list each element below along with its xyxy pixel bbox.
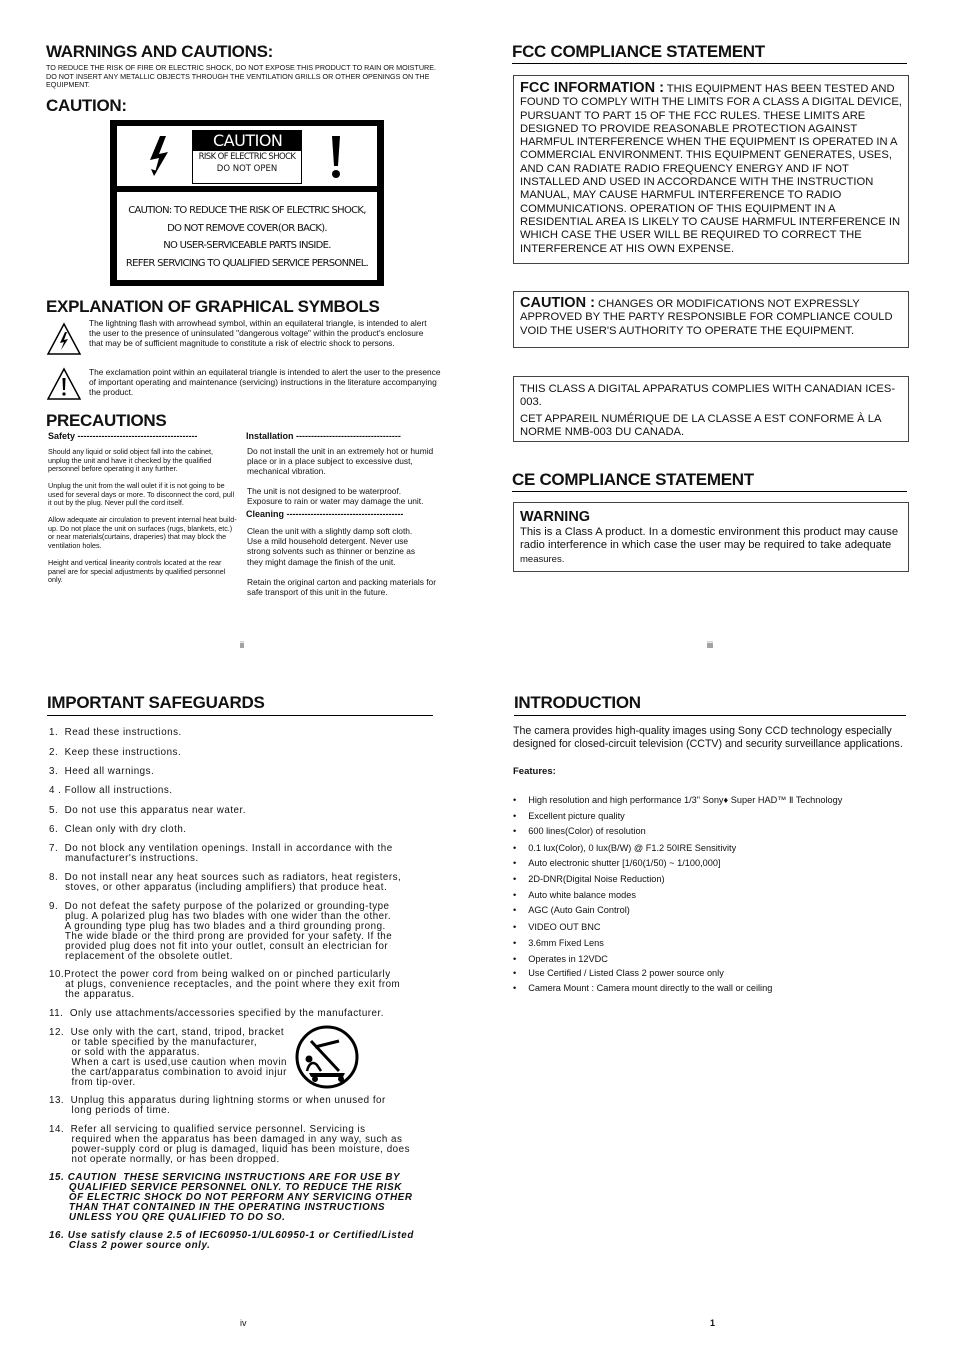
bullet: • bbox=[513, 905, 517, 915]
warning-text-end: measures. bbox=[520, 553, 565, 565]
bullet: • bbox=[513, 922, 517, 932]
risk-line1: RISK OF ELECTRIC SHOCK bbox=[198, 152, 296, 162]
label-line1: CAUTION: TO REDUCE THE RISK OF ELECTRIC SHOCK, bbox=[128, 205, 366, 216]
feature-item: • 0.1 lux(Color), 0 lux(B/W) @ F1.2 50IRE Sensitivity bbox=[513, 843, 737, 853]
feature-item: • Operates in 12VDC bbox=[513, 954, 608, 964]
safeguard-item-13: 13. Unplug this apparatus during lightning storms or when unused for long periods of time. bbox=[49, 1095, 386, 1116]
safeguard-item-6: 6. Clean only with dry cloth. bbox=[49, 824, 187, 835]
bullet: • bbox=[513, 938, 517, 948]
fcc-caution-label: CAUTION : bbox=[520, 295, 595, 311]
feature-item: • Auto electronic shutter [1/60(1/50) ~ 1/100,000] bbox=[513, 858, 721, 868]
ce-warning-box bbox=[513, 502, 909, 572]
safety-item-2: Unplug the unit from the wall oulet if it is not going to be used for several days or more. To disconnect the cord, pull it out by the plug. Never pull the cord itself. bbox=[48, 481, 235, 508]
feature-item: • Excellent picture quality bbox=[513, 811, 625, 821]
safeguard-item-2: 2. Keep these instructions. bbox=[49, 747, 182, 758]
safeguard-item-3: 3. Heed all warnings. bbox=[49, 766, 155, 777]
cleaning-item-1: Clean the unit with a slightly damp soft cloth. Use a mild household detergent. Never use strong solvents such as thinner or benzine as they might damage the finish of the unit. bbox=[247, 526, 416, 567]
bullet: • bbox=[513, 811, 517, 821]
installation-item-1: Do not install the unit in an extremely hot or humid place or in a place subject to excessive dust, mechanical vibration. bbox=[247, 446, 434, 477]
introduction-text: The camera provides high-quality images using Sony CCD technology especially designed for closed-circuit television (CCTV) and security surveillance applications. bbox=[513, 725, 903, 750]
safeguards-title: IMPORTANT SAFEGUARDS bbox=[47, 693, 433, 716]
label-line4: REFER SERVICING TO QUALIFIED SERVICE PERSONNEL. bbox=[125, 257, 369, 269]
label-line3: NO USER-SERVICEABLE PARTS INSIDE. bbox=[163, 240, 331, 251]
feature-item: • 3.6mm Fixed Lens bbox=[513, 938, 604, 948]
exclamation-icon bbox=[326, 134, 346, 180]
warning-label: WARNING bbox=[520, 509, 591, 525]
bullet: • bbox=[513, 968, 517, 978]
bullet: • bbox=[513, 954, 517, 964]
installation-item-2: The unit is not designed to be waterproof. Exposure to rain or water may damage the unit. bbox=[247, 486, 424, 507]
ce-title: CE COMPLIANCE STATEMENT bbox=[512, 470, 907, 492]
page-number-1: 1 bbox=[710, 1318, 716, 1328]
page-number-ii: ii bbox=[240, 640, 244, 650]
safeguard-item-14: 14. Refer all servicing to qualified service personnel. Servicing is required when the apparatus has been damaged in any way, such as power-supply cord or plug is damaged, liquid has been moisture, does not operate normally, or has been dropped. bbox=[49, 1124, 410, 1165]
fcc-info-box bbox=[513, 75, 909, 264]
cart-tip-over-icon bbox=[295, 1025, 359, 1089]
installation-heading: Installation ----------------------------------- bbox=[246, 431, 401, 441]
label-line2: DO NOT REMOVE COVER(OR BACK). bbox=[167, 222, 327, 234]
cleaning-heading: Cleaning --------------------------------------- bbox=[246, 509, 404, 519]
fcc-info-text: THIS EQUIPMENT HAS BEEN TESTED AND FOUND TO COMPLY WITH THE LIMITS FOR A CLASS A DIGITAL DEVICE, PURSUANT TO PART 15 OF THE FCC RULES. THESE LIMITS ARE DESIGNED TO PROVIDE REASONABLE PROTECTION AGAINST HARMFUL INTERFERENCE WHEN THE EQUIPMENT IS OPERATED IN A COMMERCIAL ENVIRONMENT. THIS EQUIPMENT GENERATES, USES, AND CAN RADIATE RADIO FREQUENCY ENERGY AND IF NOT INSTALLED AND USED IN ACCORDANCE WITH THE INSTRUCTION MANUAL, MAY CAUSE HARMFUL INTERFERENCE TO RADIO COMMUNICATIONS. OPERATION OF THIS EQUIPMENT IN A RESIDENTIAL AREA IS LIKELY TO CAUSE HARMFUL INTERFERENCE IN WHICH CASE THE USER WILL BE REQUIRED TO CORRECT THE INTERFERENCE AT HIS OWN EXPENSE. bbox=[520, 83, 902, 255]
precautions-title: PRECAUTIONS bbox=[46, 411, 167, 430]
lightning-triangle-icon bbox=[46, 322, 82, 356]
bullet: • bbox=[513, 874, 517, 884]
safeguard-item-7: 7. Do not block any ventilation openings. Install in accordance with the manufacturer's instructions. bbox=[49, 843, 393, 864]
bullet: • bbox=[513, 890, 517, 900]
caution-tag bbox=[192, 130, 302, 184]
page-number-iii: iii bbox=[707, 640, 713, 650]
bullet: • bbox=[513, 983, 517, 993]
safety-item-3: Allow adequate air circulation to prevent internal heat build-up. Do not place the unit on surfaces (rugs, blankets, etc.) or near materials(curtains, draperies) that may block the ventilation holes. bbox=[48, 515, 237, 550]
safeguard-item-16: 16. Use satisfy clause 2.5 of IEC60950-1/UL60950-1 or Certified/Listed Class 2 power source only. bbox=[49, 1230, 414, 1251]
feature-item: • AGC (Auto Gain Control) bbox=[513, 905, 630, 915]
canada-fr: CET APPAREIL NUMÉRIQUE DE LA CLASSE A EST CONFORME À LA NORME NMB-003 DU CANADA. bbox=[520, 412, 881, 438]
bullet: • bbox=[513, 858, 517, 868]
safeguard-item-10: 10.Protect the power cord from being walked on or pinched particularly at plugs, convenience receptacles, and the point where they exit from the apparatus. bbox=[49, 969, 401, 1000]
warnings-title: WARNINGS AND CAUTIONS: bbox=[46, 42, 273, 61]
feature-item: • VIDEO OUT BNC bbox=[513, 922, 601, 932]
safeguard-item-8: 8. Do not install near any heat sources such as radiators, heat registers, stoves, or other apparatus (including amplifiers) that produce heat. bbox=[49, 872, 402, 893]
safety-item-4: Height and vertical linearity controls located at the rear panel are for special adjustments by qualified personnel only. bbox=[48, 558, 226, 585]
warning-text: This is a Class A product. In a domestic environment this product may cause radio interference in which case the user may be required to take adequate bbox=[520, 526, 899, 552]
feature-item: • 2D-DNR(Digital Noise Reduction) bbox=[513, 874, 665, 884]
fcc-caution-box bbox=[513, 291, 909, 348]
safeguard-item-5: 5. Do not use this apparatus near water. bbox=[49, 805, 246, 816]
symbol-exclamation-text: The exclamation point within an equilateral triangle is intended to alert the user to the presence of important operating and maintenance (servicing) instructions in the literature accompanying the product. bbox=[89, 367, 441, 398]
fcc-title: FCC COMPLIANCE STATEMENT bbox=[512, 42, 907, 64]
warnings-text: TO REDUCE THE RISK OF FIRE OR ELECTRIC SHOCK, DO NOT EXPOSE THIS PRODUCT TO RAIN OR MOISTURE. DO NOT INSERT ANY METALLIC OBJECTS THROUGH THE VENTILATION GRILLS OR OTHER OPENINGS ON THE EQUIPMENT. bbox=[46, 63, 437, 90]
exclamation-triangle-icon bbox=[46, 367, 82, 401]
canada-en: THIS CLASS A DIGITAL APPARATUS COMPLIES WITH CANADIAN ICES-003. bbox=[520, 383, 896, 409]
lightning-icon bbox=[146, 134, 172, 180]
risk-line2: DO NOT OPEN bbox=[216, 164, 278, 174]
bullet: • bbox=[513, 795, 517, 805]
feature-item: • Use Certified / Listed Class 2 power source only bbox=[513, 968, 724, 978]
safeguard-item-1: 1. Read these instructions. bbox=[49, 727, 182, 738]
introduction-title: INTRODUCTION bbox=[514, 693, 906, 716]
caution-title: CAUTION: bbox=[46, 96, 127, 115]
feature-item: • Camera Mount : Camera mount directly to the wall or ceiling bbox=[513, 983, 773, 993]
symbol-lightning-text: The lightning flash with arrowhead symbol, within an equilateral triangle, is intended to alert the user to the presence of uninsulated "dangerous voltage" within the product's enclosure that may be of sufficient magnitude to constitute a risk of electric shock to persons. bbox=[89, 318, 427, 349]
safeguard-item-15: 15. CAUTION THESE SERVICING INSTRUCTIONS ARE FOR USE BY QUALIFIED SERVICE PERSONNEL ONLY. TO REDUCE THE RISK OF ELECTRIC SHOCK DO NOT PERFORM ANY SERVICING OTHER THAN THAT CONTAINED IN THE OPERATING INSTRUCTIONS UNLESS YOU QRE QUALIFIED TO DO SO. bbox=[49, 1172, 413, 1223]
feature-item: • 600 lines(Color) of resolution bbox=[513, 826, 646, 836]
safeguard-item-4: 4 . Follow all instructions. bbox=[49, 785, 173, 796]
page-number-iv: iv bbox=[240, 1318, 247, 1328]
fcc-caution-text: CHANGES OR MODIFICATIONS NOT EXPRESSLY APPROVED BY THE PARTY RESPONSIBLE FOR COMPLIANCE COULD VOID THE USER'S AUTHORITY TO OPERATE THE EQUIPMENT. bbox=[520, 298, 893, 337]
caution-word: CAUTION bbox=[193, 131, 301, 151]
safeguard-item-11: 11. Only use attachments/accessories specified by the manufacturer. bbox=[49, 1008, 384, 1019]
bullet: • bbox=[513, 843, 517, 853]
features-label: Features: bbox=[513, 766, 556, 777]
cleaning-item-2: Retain the original carton and packing materials for safe transport of this unit in the future. bbox=[247, 577, 437, 598]
feature-item: • High resolution and high performance 1/3" Sony♦ Super HAD™ Ⅱ Technology bbox=[513, 795, 843, 805]
safeguard-item-9: 9. Do not defeat the safety purpose of the polarized or grounding-type plug. A polarized plug has two blades with one wider than the other. A grounding type plug has two blades and a third grounding prong. The wide blade or the third prong are provided for your safety. If the provided plug does not fit into your outlet, consult an electrician for replacement of the obsolete outlet. bbox=[49, 901, 393, 962]
fcc-info-label: FCC INFORMATION : bbox=[520, 80, 664, 96]
safety-heading: Safety ---------------------------------------- bbox=[48, 431, 198, 441]
safeguard-item-12: 12. Use only with the cart, stand, tripod, bracket or table specified by the manufacturer, or sold with the apparatus. When a cart is used,use caution when movin the cart/apparatus combination to avoid injur from tip-over. bbox=[49, 1027, 287, 1088]
symbols-title: EXPLANATION OF GRAPHICAL SYMBOLS bbox=[46, 297, 380, 316]
caution-label-box bbox=[110, 120, 384, 286]
canada-box bbox=[513, 376, 909, 442]
feature-item: • Auto white balance modes bbox=[513, 890, 636, 900]
safety-item-1: Should any liquid or solid object fall into the cabinet, unplug the unit and have it checked by the qualified personnel before operating it any further. bbox=[48, 447, 214, 474]
bullet: • bbox=[513, 826, 517, 836]
